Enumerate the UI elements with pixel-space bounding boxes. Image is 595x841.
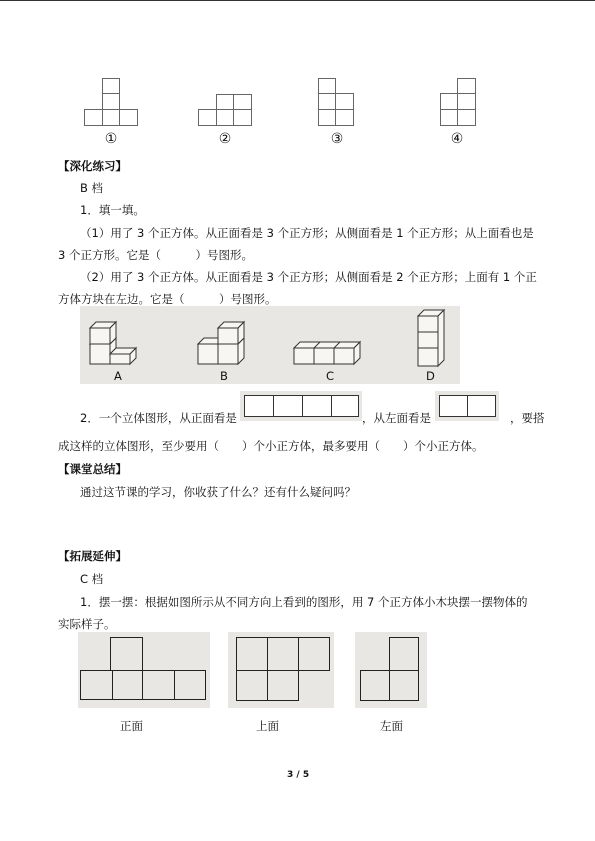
figure-label-1: ① <box>104 131 118 147</box>
cube-label-d: D <box>426 369 435 383</box>
q2-front-view <box>240 391 362 421</box>
q1-2-line2: 方体方块在左边。它是（ ）号图形。 <box>58 292 277 306</box>
top-view-photo <box>228 632 334 708</box>
summary-text: 通过这节课的学习，你收获了什么？还有什么疑问吗？ <box>80 485 356 499</box>
front-view-photo <box>78 632 210 708</box>
deepen-level: B 档 <box>80 181 104 195</box>
q2-part3: ，要搭 <box>510 411 545 425</box>
extend-q1-line1: 1．摆一摆：根据如图所示从不同方向上看到的图形，用 7 个正方体小木块摆一摆物体的 <box>80 595 528 609</box>
q2-left-view <box>435 391 499 421</box>
cube-label-b: B <box>220 369 228 383</box>
figure-1 <box>84 78 138 126</box>
cube-label-c: C <box>326 369 335 383</box>
q2-part1: 2．一个立体图形，从正面看是 <box>80 411 237 425</box>
left-view-photo <box>355 632 427 708</box>
q1-2-line1: （2）用了 3 个正方体。从正面看是 3 个正方形；从侧面看是 2 个正方形；上面有 1 个正 <box>80 270 537 284</box>
q1-1-line1: （1）用了 3 个正方体。从正面看是 3 个正方形；从侧面看是 1 个正方形；从上面看也是 <box>80 226 534 240</box>
q1-1-line2: 3 个正方形。它是（ ）号图形。 <box>58 248 253 262</box>
view-label-front: 正面 <box>120 719 143 733</box>
figure-label-3: ③ <box>330 131 344 147</box>
summary-heading: 【课堂总结】 <box>58 462 127 476</box>
extend-q1-line2: 实际样子。 <box>58 617 116 631</box>
page-number: 3 / 5 <box>287 770 310 780</box>
figure-label-2: ② <box>218 131 232 147</box>
deepen-heading: 【深化练习】 <box>58 159 127 173</box>
q1-title: 1．填一填。 <box>80 203 145 217</box>
figure-2 <box>198 94 252 126</box>
view-label-top: 上面 <box>256 719 279 733</box>
view-label-left: 左面 <box>380 719 403 733</box>
q2-part2: ，从左面看是 <box>362 411 431 425</box>
q2-line2: 成这样的立体图形，至少要用（ ）个小正方体，最多要用（ ）个小正方体。 <box>58 439 484 453</box>
extend-level: C 档 <box>80 572 104 586</box>
top-rule <box>0 0 595 1</box>
cube-drawings <box>80 306 460 384</box>
extend-heading: 【拓展延伸】 <box>58 549 127 563</box>
figure-4 <box>440 78 476 126</box>
figure-label-4: ④ <box>450 131 464 147</box>
cube-label-a: A <box>114 369 122 383</box>
figure-3 <box>318 78 354 126</box>
cube-figures-photo <box>80 306 460 384</box>
